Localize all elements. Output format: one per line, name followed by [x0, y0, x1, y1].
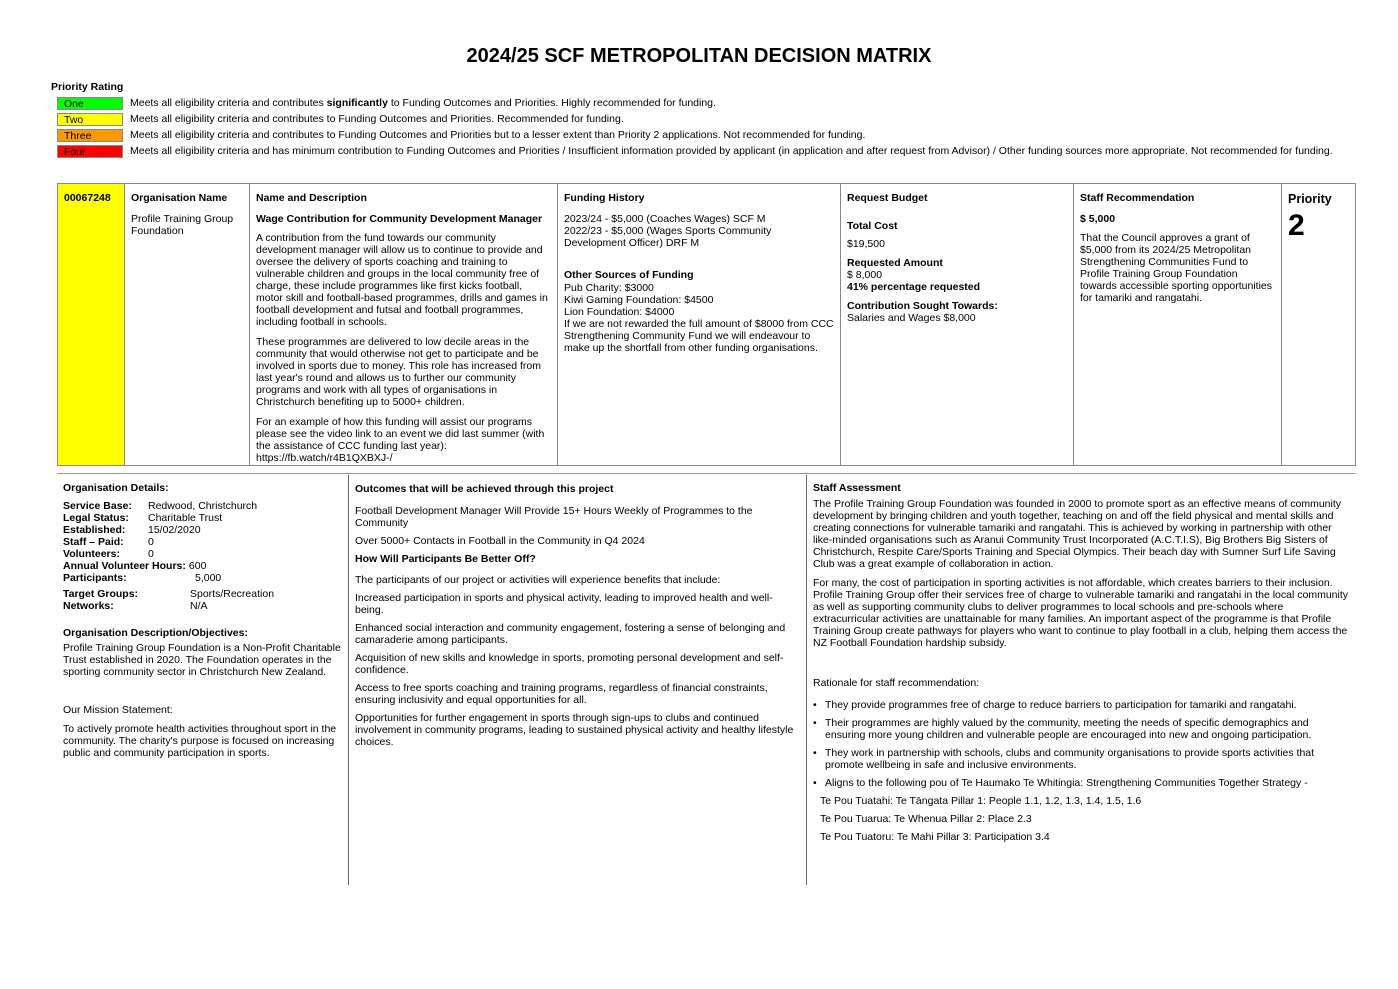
- swatch-two: Two: [57, 113, 123, 126]
- request-budget-cell: [841, 184, 1074, 465]
- application-id: 00067248: [64, 192, 111, 204]
- other-sources-header: Other Sources of Funding: [564, 269, 694, 281]
- staff-paid: Staff – Paid: 0: [63, 536, 154, 548]
- funding-history-header: Funding History: [564, 192, 645, 204]
- benefit-2: Enhanced social interaction and community engagement, fostering a sense of belonging and camaraderie among participants.: [355, 622, 786, 646]
- column-divider-1: [348, 475, 349, 885]
- other-source-1: Pub Charity: $3000: [564, 282, 654, 294]
- pou-2: Te Pou Tuarua: Te Whenua Pillar 2: Place 2.3: [820, 813, 1032, 825]
- section-divider: [57, 473, 1356, 474]
- recommendation-text: That the Council approves a grant of $5,000 from its 2024/25 Metropolitan Strengthening Communities Fund to Profile Training Group Foundation towards accessible sporting opportunities for tamariki and rangatahi.: [1080, 232, 1273, 304]
- rationale-2: • Their programmes are highly valued by the community, meeting the needs of specific demographics and ensuring more young children and vulnerable people are encouraged into new and ongoing participation.: [825, 717, 1348, 741]
- description-header: Name and Description: [256, 192, 367, 204]
- assessment-p1: The Profile Training Group Foundation was founded in 2000 to promote sport as an effective means of community development by bringing children and youth together, teaching on and off the field physical and mental skills and creating connections for vulnerable tamariki and rangatahi. This is achieved by working in partnership with other like-minded organisations such as Aranui Community Trust Incorporated (A.C.T.I.S), Big Brothers Big Sisters of Christchurch, Respite Care/Sports Training and Special Olympics. Their beach day with Sumner Surf Life Saving Club was a great example of collaboration in action.: [813, 498, 1342, 570]
- description-p2: These programmes are delivered to low decile areas in the community that would otherwise not get to participate and be involved in sports due to money. This role has increased from last year's round and allows us to further our community programs and work with all types of organisations in Christchurch benefiting up to 5000+ children.: [256, 336, 542, 408]
- pou-3: Te Pou Tuatoru: Te Mahi Pillar 3: Participation 3.4: [820, 831, 1050, 843]
- org-name-header: Organisation Name: [131, 192, 228, 204]
- priority-rating-heading: Priority Rating: [51, 81, 124, 93]
- mission-label: Our Mission Statement:: [63, 704, 173, 716]
- pou-list: [813, 795, 1348, 843]
- org-name-value: Profile Training Group Foundation: [131, 213, 234, 237]
- legend-text-two: Meets all eligibility criteria and contributes to Funding Outcomes and Priorities. Recommended for funding.: [130, 113, 624, 125]
- legend-text-three: Meets all eligibility criteria and contributes to Funding Outcomes and Priorities but to a lesser extent than Priority 2 applications. Not recommended for funding.: [130, 129, 866, 141]
- benefit-4: Access to free sports coaching and training programs, regardless of financial constraints, ensuring inclusivity and equal opportunities for all.: [355, 682, 768, 706]
- swatch-one: One: [57, 97, 123, 110]
- priority-legend: [57, 97, 1347, 161]
- rationale-list: [813, 699, 1348, 789]
- benefit-1: Increased participation in sports and physical activity, leading to improved health and well-being.: [355, 592, 773, 616]
- volunteers: Volunteers: 0: [63, 548, 154, 560]
- staff-assessment-header: Staff Assessment: [813, 482, 901, 494]
- legend-row-one: [57, 97, 1347, 110]
- outcomes-section: [355, 483, 795, 754]
- org-description-header: Organisation Description/Objectives:: [63, 627, 248, 639]
- request-budget-header: Request Budget: [847, 192, 928, 204]
- assessment-p2: For many, the cost of participation in sporting activities is not affordable, which creates barriers to their inclusion. Profile Training Group offer their services free of charge to vulnerable tamariki and rangatahi in the local community as well as supporting community clubs to deliver programmes to local schools and pre-schools where extracurricular activities are unattainable for many families. An important aspect of the programme is that Profile Training Group create pathways for players who want to continue to play football in a club, helping them access the NZ Football Foundation hardship subsidy.: [813, 577, 1348, 649]
- decision-matrix: [57, 183, 1356, 466]
- legal-status: Legal Status: Charitable Trust: [63, 512, 223, 524]
- established: Established: 15/02/2020: [63, 524, 201, 536]
- mission-statement: To actively promote health activities throughout sport in the community. The charity's purpose is focused on increasing public and community participation in sports.: [63, 723, 337, 759]
- rationale-label: Rationale for staff recommendation:: [813, 677, 980, 689]
- rationale-1: • They provide programmes free of charge to reduce barriers to participation for tamariki and rangatahi.: [825, 699, 1348, 711]
- legend-row-four: [57, 145, 1347, 158]
- org-description: Profile Training Group Foundation is a Non-Profit Charitable Trust established in 2020. The Foundation operates in the sporting community sector in Christchurch New Zealand.: [63, 642, 341, 678]
- other-source-2: Kiwi Gaming Foundation: $4500: [564, 294, 714, 306]
- description-p1: A contribution from the fund towards our community development manager will allow us to continue to provide and oversee the delivery of sports coaching and training to vulnerable children and groups in the local community free of charge, these include programmes like first kicks football, motor skill and football-based programmes, drills and games in football development and futsal and football programmes, including football in schools.: [256, 232, 548, 328]
- participants: Participants: 5,000: [63, 572, 222, 584]
- staff-recommendation-header: Staff Recommendation: [1080, 192, 1195, 204]
- other-source-note: If we are not rewarded the full amount of $8000 from CCC Strengthening Community Fund we will endeavour to make up the shortfall from other funding organisations.: [564, 318, 834, 354]
- legend-text-four: Meets all eligibility criteria and has minimum contribution to Funding Outcomes and Priorities / Insufficient information provided by applicant (in application and after request from Advisor) / Other funding sources more appropriate. Not recommended for funding.: [130, 145, 1333, 157]
- priority-cell: [1282, 184, 1355, 465]
- rationale-4: • Aligns to the following pou of Te Haumako Te Whitingia: Strengthening Communities Together Strategy -: [825, 777, 1348, 789]
- outcome-1: Football Development Manager Will Provide 15+ Hours Weekly of Programmes to the Community: [355, 505, 753, 529]
- organisation-details: [63, 482, 343, 765]
- column-divider-2: [806, 475, 807, 885]
- benefit-5: Opportunities for further engagement in sports through sign-ups to clubs and continued involvement in community programs, leading to sustained physical activity and healthy lifestyle choices.: [355, 712, 794, 748]
- page-title: 2024/25 SCF METROPOLITAN DECISION MATRIX: [466, 45, 932, 67]
- networks: Networks: N/A: [63, 600, 208, 612]
- better-off-header: How Will Participants Be Better Off?: [355, 553, 536, 565]
- history-line-2: 2022/23 - $5,000 (Wages Sports Community Development Officer) DRF M: [564, 225, 772, 249]
- description-p3: For an example of how this funding will assist our programs please see the video link to an event we did last summer (with the assistance of CCC funding last year):: [256, 416, 545, 452]
- org-name-cell: [125, 184, 250, 465]
- priority-header: Priority: [1288, 192, 1332, 206]
- other-source-3: Lion Foundation: $4000: [564, 306, 675, 318]
- staff-recommendation-cell: [1074, 184, 1282, 465]
- swatch-four: Four: [57, 145, 123, 158]
- benefits-intro: The participants of our project or activities will experience benefits that include:: [355, 574, 721, 586]
- benefit-3: Acquisition of new skills and knowledge in sports, promoting personal development and self-confidence.: [355, 652, 784, 676]
- total-cost-label: Total Cost: [847, 220, 898, 232]
- service-base: Service Base: Redwood, Christchurch: [63, 500, 258, 512]
- legend-row-three: [57, 129, 1347, 142]
- rationale-3: • They work in partnership with schools, clubs and community organisations to provide sports activities that promote wellbeing in safe and inclusive environments.: [825, 747, 1348, 771]
- target-groups: Target Groups: Sports/Recreation: [63, 588, 275, 600]
- outcomes-header: Outcomes that will be achieved through this project: [355, 483, 614, 495]
- history-line-1: 2023/24 - $5,000 (Coaches Wages) SCF M: [564, 213, 766, 225]
- swatch-three: Three: [57, 129, 123, 142]
- legend-text-one: Meets all eligibility criteria and contributes significantly to Funding Outcomes and Priorities. Highly recommended for funding.: [130, 97, 716, 109]
- video-link[interactable]: https://fb.watch/r4B1QXBXJ-/: [256, 452, 393, 464]
- requested-amount-value: $ 8,000: [847, 269, 883, 281]
- project-title: Wage Contribution for Community Development Manager: [256, 213, 543, 225]
- pou-1: Te Pou Tuatahi: Te Tāngata Pillar 1: People 1.1, 1.2, 1.3, 1.4, 1.5, 1.6: [820, 795, 1142, 807]
- contribution-value: Salaries and Wages $8,000: [847, 312, 976, 324]
- org-details-header: Organisation Details:: [63, 482, 169, 494]
- requested-amount-label: Requested Amount: [847, 257, 943, 269]
- contribution-label: Contribution Sought Towards:: [847, 300, 998, 312]
- staff-assessment-section: [813, 482, 1348, 849]
- legend-row-two: [57, 113, 1347, 126]
- percentage-requested: 41% percentage requested: [847, 281, 981, 293]
- description-cell: [250, 184, 558, 465]
- recommended-amount: $ 5,000: [1080, 213, 1116, 225]
- outcome-2: Over 5000+ Contacts in Football in the Community in Q4 2024: [355, 535, 645, 547]
- priority-value: 2: [1288, 209, 1305, 242]
- total-cost-value: $19,500: [847, 238, 885, 250]
- application-id-cell: [58, 184, 125, 465]
- volunteer-hours: Annual Volunteer Hours: 600: [63, 560, 207, 572]
- funding-history-cell: [558, 184, 841, 465]
